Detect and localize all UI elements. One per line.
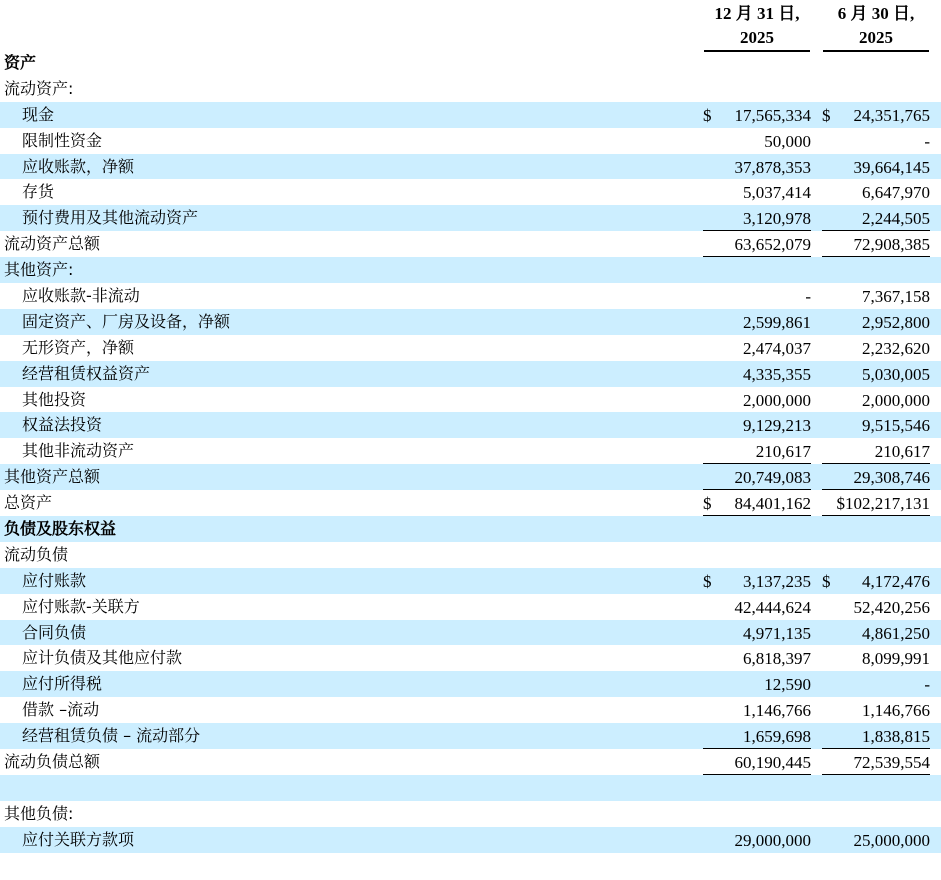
cell-jun-2025: [822, 387, 930, 413]
row-label: 预付费用及其他流动资产: [22, 208, 199, 228]
table-row: [0, 283, 941, 309]
currency-symbol: $: [703, 494, 712, 514]
table-row: [0, 50, 941, 76]
table-row: [0, 205, 941, 231]
cell-dec-2025: [703, 128, 811, 154]
cell-value: 4,172,476: [862, 571, 930, 591]
row-label: 现金: [22, 104, 55, 124]
cell-dec-2025: [703, 490, 811, 516]
row-label: 流动资产:: [4, 78, 74, 98]
cell-dec-2025: [703, 438, 811, 464]
cell-dec-2025: [703, 179, 811, 205]
cell-value: 63,652,079: [734, 235, 811, 255]
table-row: [0, 309, 941, 335]
cell-dec-2025: [703, 723, 811, 749]
cell-jun-2025: [822, 568, 930, 594]
column-header-year: 2025: [823, 26, 929, 52]
cell-dec-2025: [703, 827, 811, 853]
column-header: [0, 0, 941, 52]
cell-jun-2025: [822, 620, 930, 646]
cell-value: 3,137,235: [743, 571, 811, 591]
cell-jun-2025: [822, 154, 930, 180]
cell-value: 9,129,213: [743, 416, 811, 436]
table-row: [0, 387, 941, 413]
cell-jun-2025: [822, 205, 930, 231]
cell-dec-2025: [703, 568, 811, 594]
column-header-date: 6 月 30 日,: [837, 4, 915, 23]
cell-dec-2025: [703, 309, 811, 335]
row-label: 其他资产:: [4, 260, 74, 280]
cell-value: 6,647,970: [862, 183, 930, 203]
cell-value: 2,244,505: [862, 209, 930, 229]
blank-row: [0, 775, 941, 801]
cell-jun-2025: [822, 723, 930, 749]
cell-value: 12,590: [764, 675, 811, 695]
cell-value: 1,146,766: [743, 701, 811, 721]
cell-jun-2025: [822, 827, 930, 853]
cell-dec-2025: [703, 412, 811, 438]
cell-jun-2025: [822, 231, 930, 257]
row-label: 应付所得税: [22, 674, 103, 694]
column-header-jun-2025: [822, 2, 930, 52]
cell-jun-2025: [822, 309, 930, 335]
table-row: [0, 76, 941, 102]
cell-value: $102,217,131: [836, 494, 930, 514]
cell-jun-2025: [822, 361, 930, 387]
cell-jun-2025: [822, 697, 930, 723]
cell-dec-2025: [703, 154, 811, 180]
cell-jun-2025: [822, 335, 930, 361]
row-label: 其他资产总额: [4, 467, 101, 487]
table-row: [0, 723, 941, 749]
cell-value: 5,030,005: [862, 364, 930, 384]
cell-jun-2025: [822, 179, 930, 205]
cell-value: 4,971,135: [743, 623, 811, 643]
row-label: 经营租赁负债 – 流动部分: [22, 726, 201, 746]
cell-jun-2025: [822, 283, 930, 309]
cell-dec-2025: [703, 594, 811, 620]
currency-symbol: $: [703, 571, 712, 591]
cell-value: -: [924, 675, 930, 695]
balance-sheet-table: [0, 50, 941, 853]
cell-value: 2,000,000: [862, 390, 930, 410]
row-label: 权益法投资: [22, 415, 103, 435]
row-label: 流动资产总额: [4, 234, 101, 254]
cell-value: -: [805, 287, 811, 307]
table-row: [0, 620, 941, 646]
table-row: [0, 438, 941, 464]
cell-jun-2025: [822, 645, 930, 671]
cell-jun-2025: [822, 128, 930, 154]
cell-value: 210,617: [874, 442, 930, 462]
cell-value: 4,335,355: [743, 364, 811, 384]
cell-value: 8,099,991: [862, 649, 930, 669]
cell-value: 29,000,000: [734, 830, 811, 850]
row-label: 应计负债及其他应付款: [22, 648, 183, 668]
row-label: 无形资产，净额: [22, 337, 135, 357]
table-row: [0, 671, 941, 697]
cell-value: 3,120,978: [743, 209, 811, 229]
cell-dec-2025: [703, 697, 811, 723]
table-row: [0, 827, 941, 853]
table-row: [0, 568, 941, 594]
cell-value: 2,599,861: [743, 312, 811, 332]
row-label: 应收账款-非流动: [22, 286, 140, 306]
cell-value: 84,401,162: [734, 494, 811, 514]
row-label: 总资产: [4, 493, 53, 513]
cell-dec-2025: [703, 749, 811, 775]
cell-value: 25,000,000: [853, 830, 930, 850]
cell-value: 210,617: [755, 442, 811, 462]
cell-value: 4,861,250: [862, 623, 930, 643]
table-row: [0, 128, 941, 154]
row-label: 流动负债: [4, 544, 69, 564]
cell-dec-2025: [703, 645, 811, 671]
cell-dec-2025: [703, 387, 811, 413]
currency-symbol: $: [703, 105, 712, 125]
cell-value: 1,838,815: [862, 727, 930, 747]
cell-jun-2025: [822, 412, 930, 438]
cell-dec-2025: [703, 231, 811, 257]
currency-symbol: $: [822, 571, 831, 591]
cell-dec-2025: [703, 205, 811, 231]
row-label: 资产: [4, 53, 37, 72]
row-label: 其他负债:: [4, 803, 74, 823]
cell-value: 50,000: [764, 131, 811, 151]
row-label: 借款 –流动: [22, 700, 100, 720]
cell-jun-2025: [822, 438, 930, 464]
row-label: 应收账款，净额: [22, 156, 135, 176]
table-row: [0, 594, 941, 620]
cell-value: 52,420,256: [853, 597, 930, 617]
cell-value: -: [924, 131, 930, 151]
cell-value: 5,037,414: [743, 183, 811, 203]
row-label: 经营租赁权益资产: [22, 363, 151, 383]
cell-value: 6,818,397: [743, 649, 811, 669]
row-label: 应付关联方款项: [22, 829, 135, 849]
cell-value: 29,308,746: [853, 468, 930, 488]
column-header-year: 2025: [704, 26, 810, 52]
currency-symbol: $: [822, 105, 831, 125]
table-row: [0, 749, 941, 775]
table-row: [0, 697, 941, 723]
cell-value: 2,474,037: [743, 338, 811, 358]
column-header-date: 12 月 31 日,: [714, 4, 800, 23]
cell-jun-2025: [822, 671, 930, 697]
table-row: [0, 154, 941, 180]
cell-value: 37,878,353: [734, 157, 811, 177]
cell-dec-2025: [703, 671, 811, 697]
cell-jun-2025: [822, 749, 930, 775]
row-label: 限制性资金: [22, 130, 103, 150]
row-label: 流动负债总额: [4, 752, 101, 772]
cell-value: 1,146,766: [862, 701, 930, 721]
cell-dec-2025: [703, 620, 811, 646]
cell-dec-2025: [703, 361, 811, 387]
cell-value: 60,190,445: [734, 753, 811, 773]
cell-jun-2025: [822, 594, 930, 620]
table-row: [0, 257, 941, 283]
table-row: [0, 102, 941, 128]
cell-value: 72,908,385: [853, 235, 930, 255]
row-label: 其他非流动资产: [22, 441, 135, 461]
cell-jun-2025: [822, 102, 930, 128]
cell-value: 9,515,546: [862, 416, 930, 436]
table-row: [0, 361, 941, 387]
cell-value: 24,351,765: [853, 105, 930, 125]
cell-dec-2025: [703, 335, 811, 361]
table-row: [0, 335, 941, 361]
column-header-dec-2025: [703, 2, 811, 52]
table-row: [0, 542, 941, 568]
cell-dec-2025: [703, 283, 811, 309]
row-label: 应付账款: [22, 570, 87, 590]
cell-value: 2,000,000: [743, 390, 811, 410]
row-label: 存货: [22, 182, 55, 202]
cell-value: 7,367,158: [862, 287, 930, 307]
row-label: 固定资产、厂房及设备，净额: [22, 311, 231, 331]
table-row: [0, 801, 941, 827]
cell-value: 20,749,083: [734, 468, 811, 488]
table-row: [0, 412, 941, 438]
cell-dec-2025: [703, 102, 811, 128]
cell-jun-2025: [822, 490, 930, 516]
cell-value: 42,444,624: [734, 597, 811, 617]
cell-dec-2025: [703, 464, 811, 490]
cell-value: 1,659,698: [743, 727, 811, 747]
table-row: [0, 516, 941, 542]
table-row: [0, 645, 941, 671]
cell-value: 2,232,620: [862, 338, 930, 358]
table-row: [0, 490, 941, 516]
row-label: 应付账款-关联方: [22, 596, 140, 616]
table-row: [0, 179, 941, 205]
row-label: 负债及股东权益: [4, 519, 117, 539]
cell-jun-2025: [822, 464, 930, 490]
cell-value: 72,539,554: [853, 753, 930, 773]
cell-value: 17,565,334: [734, 105, 811, 125]
table-row: [0, 231, 941, 257]
table-row: [0, 464, 941, 490]
cell-value: 39,664,145: [853, 157, 930, 177]
row-label: 合同负债: [22, 622, 87, 642]
row-label: 其他投资: [22, 389, 87, 409]
cell-value: 2,952,800: [862, 312, 930, 332]
